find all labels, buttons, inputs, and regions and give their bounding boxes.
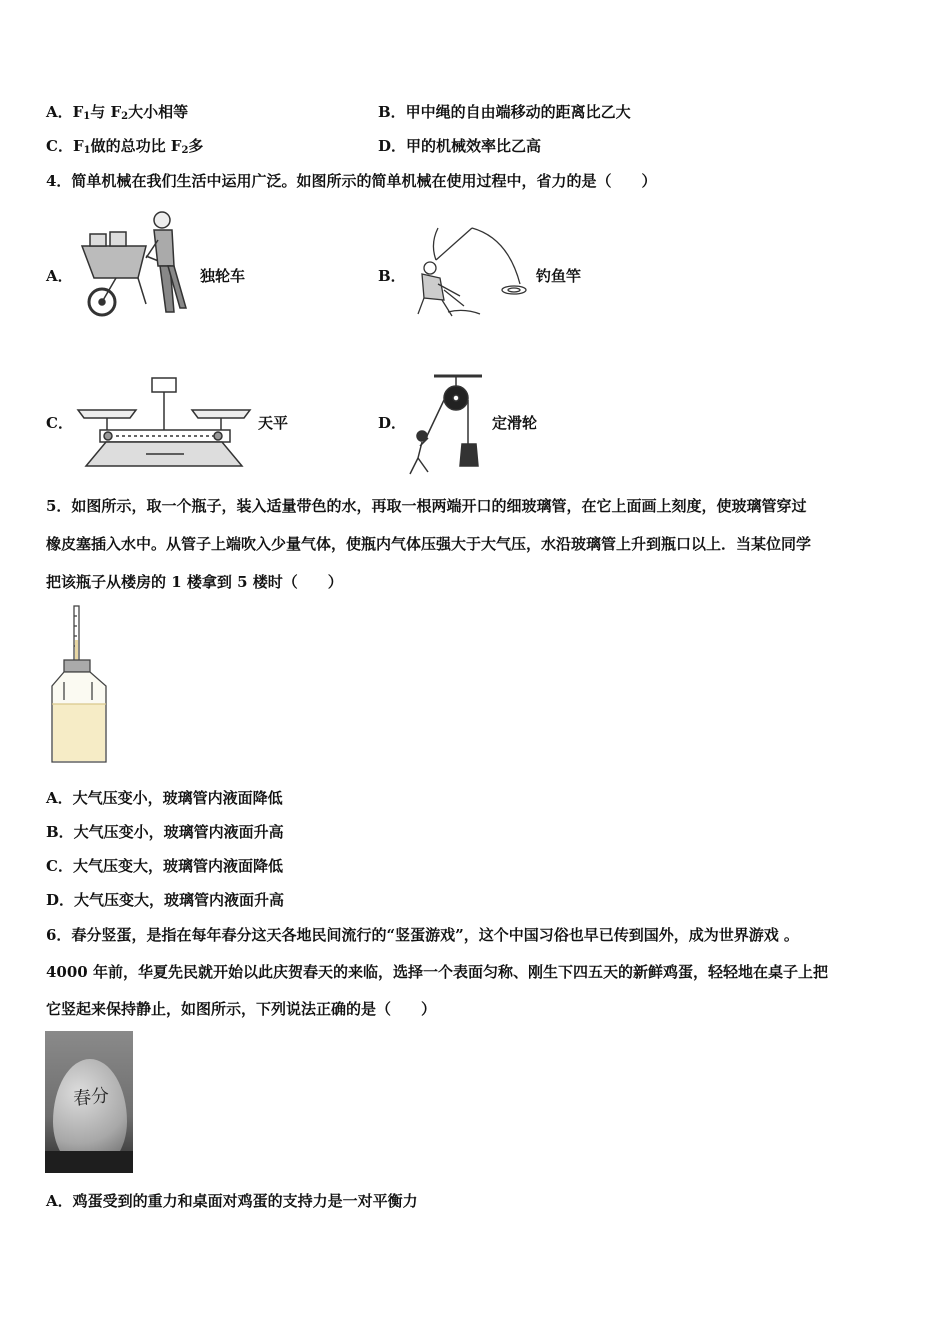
- wheelbarrow-figure: [76, 204, 194, 320]
- q5-stem-line3: 把该瓶子从楼房的 1 楼拿到 5 楼时（ ）: [46, 573, 343, 591]
- q3-c-mid: 做的总功比 F: [90, 137, 182, 155]
- q3-a-sub1: 1: [83, 111, 91, 122]
- q4-option-b-label: B．: [378, 267, 406, 285]
- q4-stem: 4．简单机械在我们生活中运用广泛。如图所示的简单机械在使用过程中，省力的是（ ）: [46, 172, 657, 190]
- q5-stem-line2: 橡皮塞插入水中。从管子上端吹入少量气体，使瓶内气体压强大于大气压，水沿玻璃管上升到瓶口以上．当某位同学: [46, 535, 812, 553]
- q4-option-b-caption: 钓鱼竿: [536, 267, 582, 285]
- bottle-figure: [46, 604, 112, 768]
- q3-option-b: B．甲中绳的自由端移动的距离比乙大: [378, 103, 631, 121]
- q5-option-d: D．大气压变大，玻璃管内液面升高: [46, 891, 285, 909]
- egg-photo: [45, 1031, 133, 1173]
- q3-c-f1: F: [72, 137, 84, 155]
- q3-option-c: [46, 136, 203, 161]
- q5-option-b: B．大气压变小，玻璃管内液面升高: [46, 823, 284, 841]
- q3-c-sub2: 2: [181, 145, 189, 156]
- q3-option-a: [46, 102, 188, 127]
- q5-option-a: A．大气压变小，玻璃管内液面降低: [46, 789, 283, 807]
- q3-option-d: D．甲的机械效率比乙高: [378, 137, 542, 155]
- q4-option-a-label: A．: [46, 267, 73, 285]
- q3-a-post: 大小相等: [128, 103, 189, 121]
- q4-option-d-label: D．: [378, 414, 407, 432]
- q3-option-c-label: C．: [46, 137, 73, 155]
- balance-scale-figure: [76, 374, 252, 470]
- q4-option-c-label: C．: [46, 414, 73, 432]
- q4-option-d-caption: 定滑轮: [492, 414, 538, 432]
- q3-c-post: 多: [188, 137, 204, 155]
- egg-writing: 春分: [72, 1085, 111, 1110]
- q3-c-sub1: 1: [83, 145, 91, 156]
- q3-a-sub2: 2: [121, 111, 129, 122]
- fixed-pulley-figure: [404, 372, 488, 478]
- q3-option-a-label: A．: [46, 103, 73, 121]
- q5-option-c: C．大气压变大，玻璃管内液面降低: [46, 857, 283, 875]
- q3-a-mid: 与 F: [90, 103, 122, 121]
- q6-stem-line2: 4000 年前，华夏先民就开始以此庆贺春天的来临，选择一个表面匀称、刚生下四五天的新鲜鸡蛋，轻轻地在桌子上把: [46, 963, 828, 981]
- table-surface: [45, 1151, 133, 1173]
- q6-option-a: A．鸡蛋受到的重力和桌面对鸡蛋的支持力是一对平衡力: [46, 1192, 418, 1210]
- q3-a-f1: F: [72, 103, 84, 121]
- q4-option-c-caption: 天平: [258, 414, 289, 432]
- fishing-rod-figure: [408, 224, 532, 324]
- q6-stem-line3: 它竖起来保持静止，如图所示，下列说法正确的是（ ）: [46, 1000, 437, 1018]
- q5-stem-line1: 5．如图所示，取一个瓶子，装入适量带色的水，再取一根两端开口的细玻璃管，在它上面画上刻度，使玻璃管穿过: [46, 497, 807, 515]
- q6-stem-line1: 6．春分竖蛋，是指在每年春分这天各地民间流行的“竖蛋游戏”，这个中国习俗也早已传到国外，成为世界游戏 。: [46, 926, 799, 944]
- q4-option-a-caption: 独轮车: [200, 267, 246, 285]
